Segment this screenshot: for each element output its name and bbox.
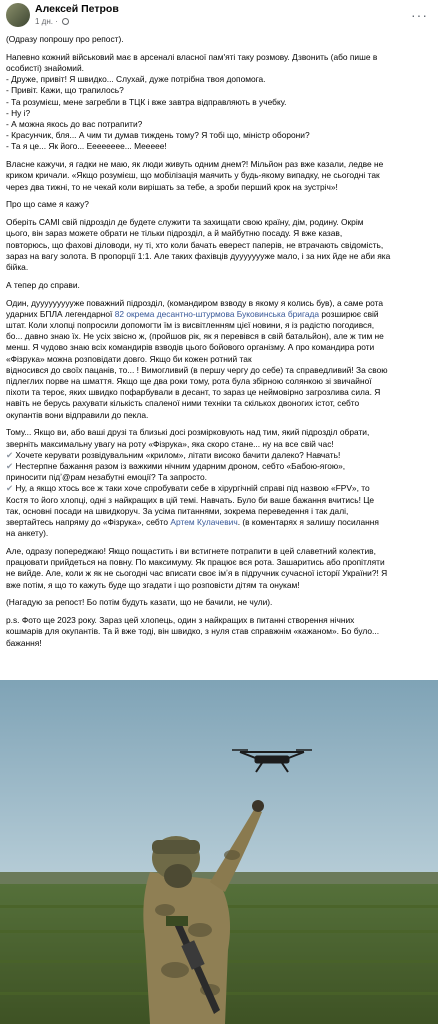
paragraph: А тепер до справи. — [6, 279, 80, 290]
paragraph: Напевно кожний військовий має в арсеналі власної пам'яті таку розмову. Дзвонить (або пише в особисті) знайомий. - Друже, привіт! Я швидко... Слухай, дуже потрібна твоя допомога. - Привіт. Кажи, що трапилось? - Та розумієш, мене загребли в ТЦК і вже завтра відправляють в учебку. - Ну і? - А можна якось до вас потрапити? - Красунчик, бля... А чим ти думав тиждень тому? Я тобі що, міністр оборони? - Та я це... Як його... Ееееееее... Меееее! — [6, 51, 378, 152]
paragraph: Один, дуууууууууже поважний підрозділ, (командиром взводу в якому я колись був), а саме рота ударних БПЛА легендарної 82 окрема десантно-штурмова Буковинська бригада розширює свій штат. Коли хлопці попросили допомогти їм із висвітленням цієї новини, я із радістю погодився, бо... давно знаю їх. Не усіх звісно ж, (пройшов рік, як я перевівся в свій батальйон), але ж тим не менш. Я чудово знаю всіх командирів взводів цього бойового організму. А про командира роти «Фізрука» можна розповідати довго. Якщо би кожен ротний так відносився до своїх пацанів, то... ! Вимогливий (в першу чергу до себе) та справедливий! За свою підлеглих порве на шмаття. Якщо ще два роки тому, рота була збірною солянкою зі звичайної піхоти та тероє, яких швидко пофарбували в десант, то зараз це неймовірно загрозлива сила. Я навіть не берусь рахувати кількість спаленої ними техніки та скількох двоногих істот, себто окупантів вони відправили до пекла. — [6, 297, 388, 420]
check-mark-icon: ✔ — [6, 483, 14, 494]
post-header — [0, 0, 438, 34]
paragraph: Тому... Якщо ви, або ваші друзі та близькі досі розмірковують над тим, який підрозділ обрати, зверніть максимальну увагу на роту «Фізрука», яка скоро стане... ну на все свій час! ✔ Хочете керувати розвідувальним «крилом», літати високо бачити далеко? Навчать! ✔ Нестерпне бажання разом із важкими нічним ударним дроном, себто «Бабою-ягою», приносити підʼ@рам незабутні емоції? Та запросто. ✔ Ну, а якщо хтось все ж таки хоче спробувати себе в хірургічній справі під назвою «FPV», то Костя то його хлопці, одні з найкращих в цій темі. Навчать. Було би ваше бажання вчитись! Це так, основні посади на швидкоруч. За усіма питаннями, зокрема переведення і так далі, звертайтесь напряму до «Фізрука», себто Артем Кулачевич. (в коментарях я залишу посилання на анкету). — [6, 427, 379, 539]
author-name[interactable]: Алексей Петров — [35, 3, 119, 15]
post-body — [0, 34, 438, 649]
paragraph: Але, одразу попереджаю! Якщо пощастить і ви встигнете потрапити в цей славетний колектив, працювати прийдеться на повну. По максимуму. Як працює вся рота. Зашаритись або пропітляти не вийде. Але, коли ж як не сьогодні час вписати своє імʼя в підручник сучасної історії України?! Я вже потім, я що то кажуть буде що згадати і що розповісти дітям та онукам! — [6, 546, 388, 590]
more-options-icon[interactable]: ··· — [411, 7, 428, 23]
paragraph: (Одразу попрошу про репост). — [6, 34, 124, 44]
post-meta: 1 дн. · — [35, 17, 69, 26]
check-mark-icon: ✔ — [6, 461, 14, 472]
soldier-drone-illustration — [0, 680, 438, 1024]
paragraph: Оберіть САМІ свій підрозділ де будете служити та захищати свою країну, дім, родину. Окрім цього, він зараз можете обрати не тільки підрозділ, а й майбутню посаду. Я вже казав, повторюсь, що фахові діловоди, ну ті, хто коли бачать еверест паперів, не втрачають свідомість, зараз на вагу золота. В пропорції 1:1. Але таких фахівців дуууууууже мало, і за них йде не аби яка бійка. — [6, 217, 391, 273]
globe-icon — [62, 18, 69, 25]
paragraph: p.s. Фото ще 2023 року. Зараз цей хлопець, один з найкращих в питанні створення нічних кошмарів для окупантів. Та й вже тоді, він швидко, з нуля став справжнім «кажаном». Бо було... бажання! — [6, 615, 380, 648]
paragraph: (Нагадую за репост! Бо потім будуть казати, що не бачили, не чули). — [6, 597, 273, 608]
check-mark-icon: ✔ — [6, 449, 14, 460]
post-photo[interactable] — [0, 680, 438, 1024]
commander-profile-link[interactable]: Артем Кулачевич — [170, 517, 238, 528]
paragraph: Власне кажучи, я гадки не маю, як люди живуть одним днем?! Мільйон раз вже казали, ледве не криком кричали. «Якщо розумієш, що мобілізація маячить у будь-якому випадку, не сьогодні так через два тижні, то не чекай коли вирішать за тебе, а зроби перший крок на зустріч»! — [6, 159, 384, 192]
brigade-link[interactable]: 82 окрема десантно-штурмова Буковинська бригада — [114, 308, 320, 319]
post-time[interactable]: 1 дн. — [35, 17, 53, 26]
author-avatar[interactable] — [6, 3, 30, 27]
paragraph: Про що саме я кажу? — [6, 199, 89, 210]
